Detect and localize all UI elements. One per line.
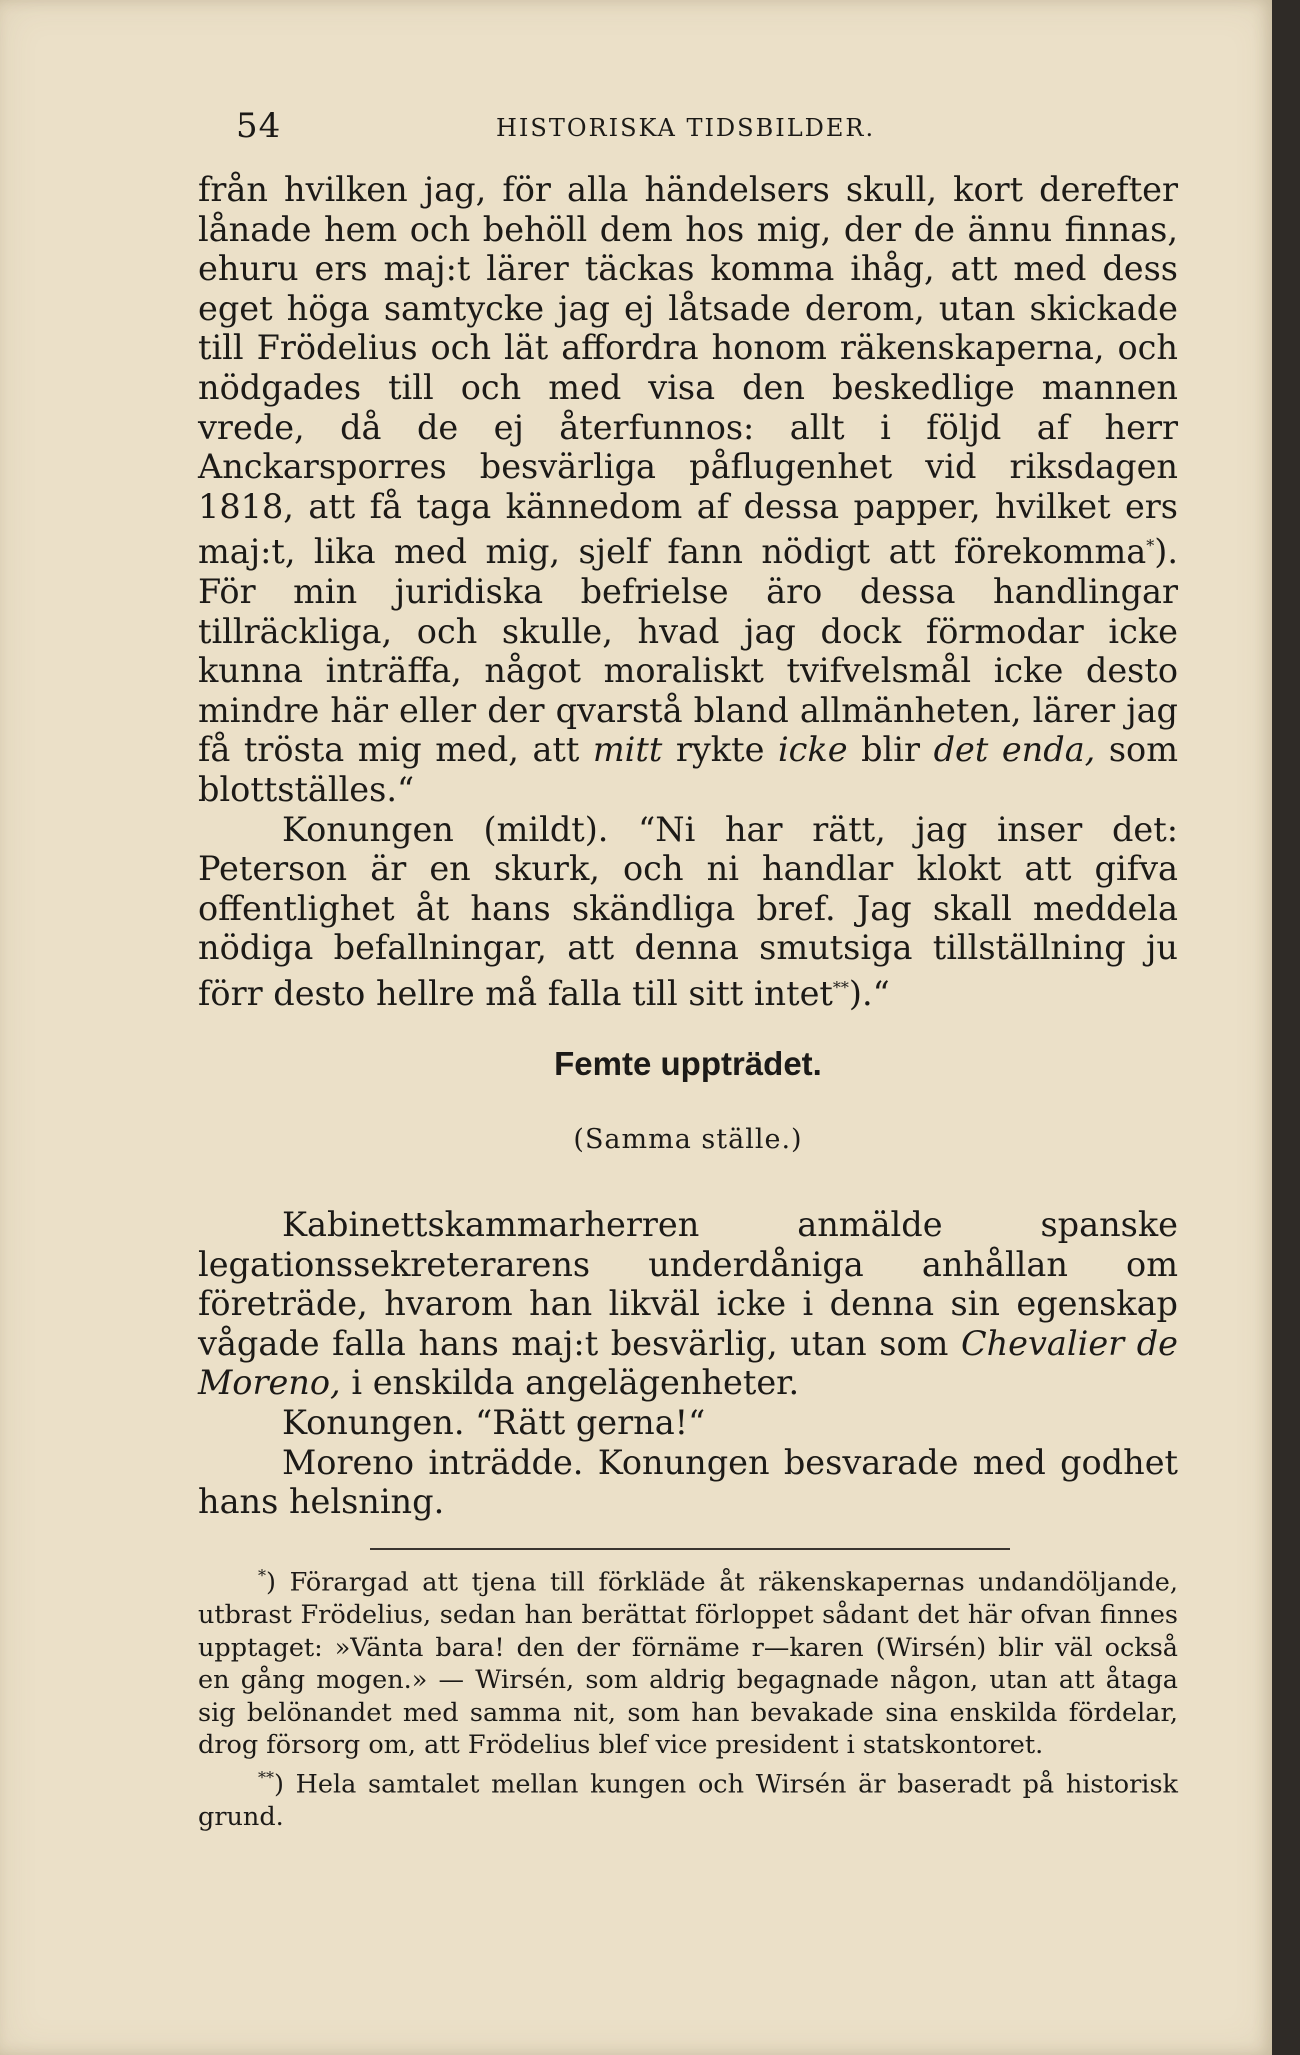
paragraph-text: från hvilken jag, för alla händelsers skull, kort derefter lånade hem och behöll dem hos mig, der de ännu finnas, ehuru ers maj:t lärer täckas komma ihåg, att med dess eget höga samtycke jag ej låtsade derom, utan skickade till Frödelius och lät affordra honom räkenskaperna, och nödgades till och med visa den beskedlige mannen vrede, då de ej återfunnos: allt i följd af herr Anckarsporres besvärliga påflugenhet vid riksdagen 1818, att få taga kännedom af dessa papper, hvilket ers maj:t, lika med mig, sjelf fann nödigt att förekomma — [198, 170, 1178, 572]
scene-heading: Femte uppträdet. — [554, 1045, 822, 1082]
footnotes — [198, 1560, 1178, 1834]
scene-paragraph — [198, 1205, 1178, 1403]
paragraph-continuation — [198, 170, 1178, 810]
italic-word: det enda, — [933, 730, 1096, 770]
main-text — [198, 170, 1178, 1014]
footnote-mark: ** — [258, 1768, 274, 1788]
italic-name: Chevalier de Moreno, — [198, 1323, 1178, 1403]
page-number: 54 — [236, 106, 282, 146]
footnote-mark: * — [258, 1566, 266, 1585]
scene-paragraph: Moreno inträdde. Konungen besvarade med godhet hans helsning. — [198, 1442, 1178, 1522]
italic-word: mitt — [592, 730, 663, 770]
running-title: HISTORISKA TIDSBILDER. — [496, 114, 876, 142]
paragraph-text: Kabinettskammarherren anmälde spanske legationssekreterarens underdåniga anhållan om företräde, hvarom han likväl icke i denna sin egenskap vågade falla hans maj:t besvärlig, utan som — [198, 1205, 1178, 1363]
paragraph-text: som blottställes.“ — [198, 730, 1178, 810]
paragraph-text: blir — [847, 730, 934, 770]
footnote-text: ) Hela samtalet mellan kungen och Wirsén är baseradt på historisk grund. — [198, 1769, 1178, 1833]
paragraph-dialogue — [198, 810, 1178, 1014]
footnote-ref-2: ** — [832, 978, 849, 998]
italic-word: icke — [777, 730, 848, 770]
paragraph-text: rykte — [662, 730, 778, 770]
scene-subheading: (Samma ställe.) — [573, 1124, 803, 1155]
footnote-2 — [198, 1762, 1178, 1834]
footnote-divider — [370, 1548, 1010, 1550]
scene-text — [198, 1205, 1178, 1522]
footnote-1 — [198, 1560, 1178, 1762]
paragraph-text: ).“ — [848, 974, 890, 1014]
footnote-ref-1: * — [1146, 536, 1155, 556]
paragraph-text: ). För min juridiska befrielse äro dessa handlingar tillräckliga, och skulle, hvad jag dock förmodar icke kunna inträffa, något moraliskt tvifvelsmål icke desto mindre här eller der qvarstå bland allmänheten, lärer jag få trösta mig med, att — [198, 532, 1178, 770]
paragraph-text: Konungen (mildt). “Ni har rätt, jag inser det: Peterson är en skurk, och ni handlar klokt att gifva offentlighet åt hans skändliga bref. Jag skall meddela nödiga befallningar, att denna smutsiga tillställning ju förr desto hellre må falla till sitt intet — [198, 809, 1178, 1014]
footnote-text: ) Förargad att tjena till förkläde åt räkenskapernas undandöljande, utbrast Frödelius, sedan han berättat förloppet sådant det här ofvan finnes upptaget: »Vänta bara! den der förnäme r—karen (Wirsén) blir väl också en gång mogen.» — Wirsén, som aldrig begagnade någon, utan att åtaga sig belönandet med samma nit, som han bevakade sina enskilda fördelar, drog försorg om, att Frödelius blef vice president i statskontoret. — [198, 1567, 1178, 1761]
scene-paragraph: Konungen. “Rätt gerna!“ — [282, 1402, 706, 1442]
page-header — [198, 106, 1168, 146]
paragraph-text: i enskilda angelägenheter. — [340, 1363, 800, 1403]
